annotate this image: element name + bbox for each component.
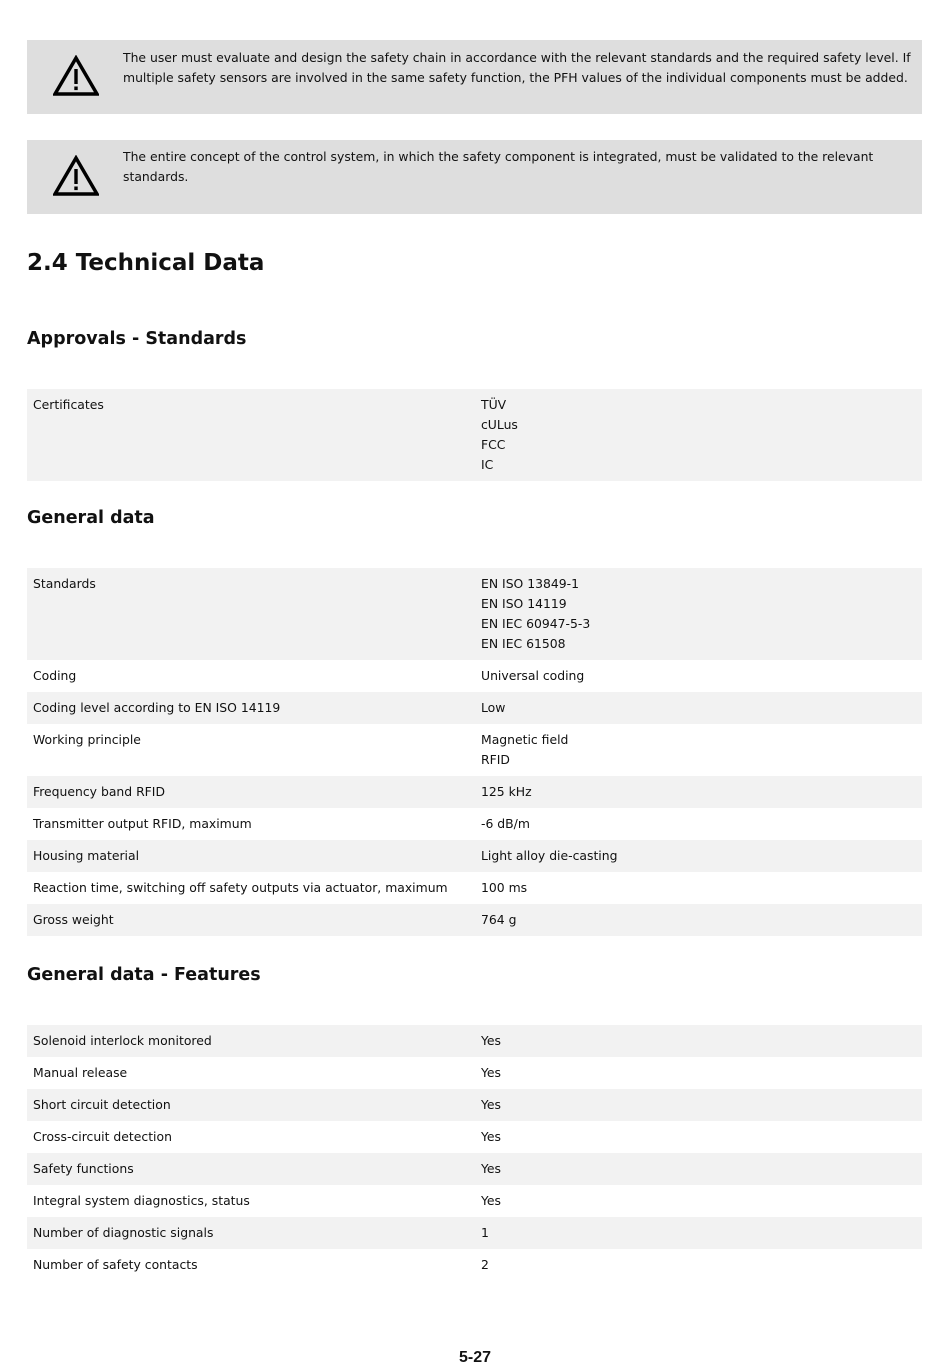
warning-box-2 [27, 140, 922, 214]
page-number: 5-27 [458, 1349, 492, 1366]
row-label: Working principle [33, 732, 141, 747]
table-row [27, 692, 922, 724]
value-line: 1 [481, 1225, 489, 1240]
row-value [475, 1153, 922, 1185]
approvals-table [27, 389, 922, 481]
value-line: Magnetic field [481, 732, 569, 747]
value-line: Yes [481, 1065, 502, 1080]
value-line: Yes [481, 1161, 502, 1176]
features-table [27, 1025, 922, 1281]
value-line: Low [481, 700, 506, 715]
table-row [27, 1249, 922, 1281]
row-label: Frequency band RFID [27, 776, 475, 808]
row-label: Transmitter output RFID, maximum [33, 816, 252, 831]
warning-triangle-icon [53, 55, 99, 97]
value-line: Yes [481, 1129, 502, 1144]
row-value [475, 1025, 922, 1057]
warning-triangle-icon [53, 155, 99, 197]
row-value [475, 872, 922, 904]
row-label: Integral system diagnostics, status [33, 1193, 250, 1208]
value-line: RFID [481, 752, 510, 767]
table-row [27, 724, 922, 776]
table-row [27, 1089, 922, 1121]
value-line: EN ISO 13849-1 [481, 576, 580, 591]
row-value [475, 808, 922, 840]
row-label: Gross weight [27, 904, 475, 936]
section-title-features: General data - Features [27, 965, 261, 985]
value-line: Yes [481, 1097, 502, 1112]
row-label: Coding [33, 668, 77, 683]
row-value [475, 660, 922, 692]
value-line: 764 g [481, 912, 517, 927]
row-value [475, 840, 922, 872]
value-line: -6 dB/m [481, 816, 530, 831]
value-line: cULus [481, 417, 518, 432]
table-row [27, 776, 922, 808]
value-line: Light alloy die-casting [481, 848, 618, 863]
row-label: Solenoid interlock monitored [27, 1025, 475, 1057]
row-label: Reaction time, switching off safety outputs via actuator, maximum [33, 880, 448, 895]
row-label: Number of safety contacts [33, 1257, 198, 1272]
value-line: Yes [481, 1193, 502, 1208]
row-value [475, 724, 922, 776]
table-row [27, 872, 922, 904]
row-value [475, 776, 922, 808]
value-line: IC [481, 457, 494, 472]
table-row [27, 568, 922, 660]
table-row [27, 389, 922, 481]
warning-text-2: The entire concept of the control system, in which the safety component is integrated, must be validated to the relevant standards. [123, 149, 874, 184]
row-label: Safety functions [27, 1153, 475, 1185]
table-row [27, 1153, 922, 1185]
row-label: Manual release [33, 1065, 128, 1080]
value-line: EN IEC 61508 [481, 636, 566, 651]
value-line: 2 [481, 1257, 489, 1272]
section-title-approvals: Approvals - Standards [27, 329, 247, 349]
row-value [475, 1217, 922, 1249]
section-title-general: General data [27, 508, 155, 528]
row-value [475, 1249, 922, 1281]
row-label: Housing material [27, 840, 475, 872]
row-label: Standards [27, 568, 475, 660]
value-line: FCC [481, 437, 506, 452]
row-value [475, 692, 922, 724]
value-line: TÜV [481, 397, 507, 412]
table-row [27, 660, 922, 692]
row-value [475, 1057, 922, 1089]
table-row [27, 808, 922, 840]
page-heading: 2.4 Technical Data [27, 250, 265, 276]
table-row [27, 1121, 922, 1153]
table-row [27, 1217, 922, 1249]
value-line: 125 kHz [481, 784, 532, 799]
row-value [475, 904, 922, 936]
value-line: EN ISO 14119 [481, 596, 567, 611]
table-row [27, 840, 922, 872]
row-label: Number of diagnostic signals [27, 1217, 475, 1249]
row-label: Cross-circuit detection [33, 1129, 172, 1144]
value-line: Yes [481, 1033, 502, 1048]
row-label: Coding level according to EN ISO 14119 [27, 692, 475, 724]
row-value [475, 1121, 922, 1153]
row-label: Short circuit detection [27, 1089, 475, 1121]
table-row [27, 1057, 922, 1089]
row-value [475, 389, 922, 481]
value-line: 100 ms [481, 880, 528, 895]
table-row [27, 1185, 922, 1217]
table-row [27, 1025, 922, 1057]
table-row [27, 904, 922, 936]
warning-box-1 [27, 40, 922, 114]
general-data-table [27, 568, 922, 936]
row-value [475, 568, 922, 660]
value-line: EN IEC 60947-5-3 [481, 616, 591, 631]
row-label: Certificates [27, 389, 475, 481]
value-line: Universal coding [481, 668, 585, 683]
row-value [475, 1185, 922, 1217]
warning-text-1: The user must evaluate and design the safety chain in accordance with the relevant standards and the required safety level. If multiple safety sensors are involved in the same safety function, the PFH values of the individual components must be added. [123, 50, 911, 85]
row-value [475, 1089, 922, 1121]
